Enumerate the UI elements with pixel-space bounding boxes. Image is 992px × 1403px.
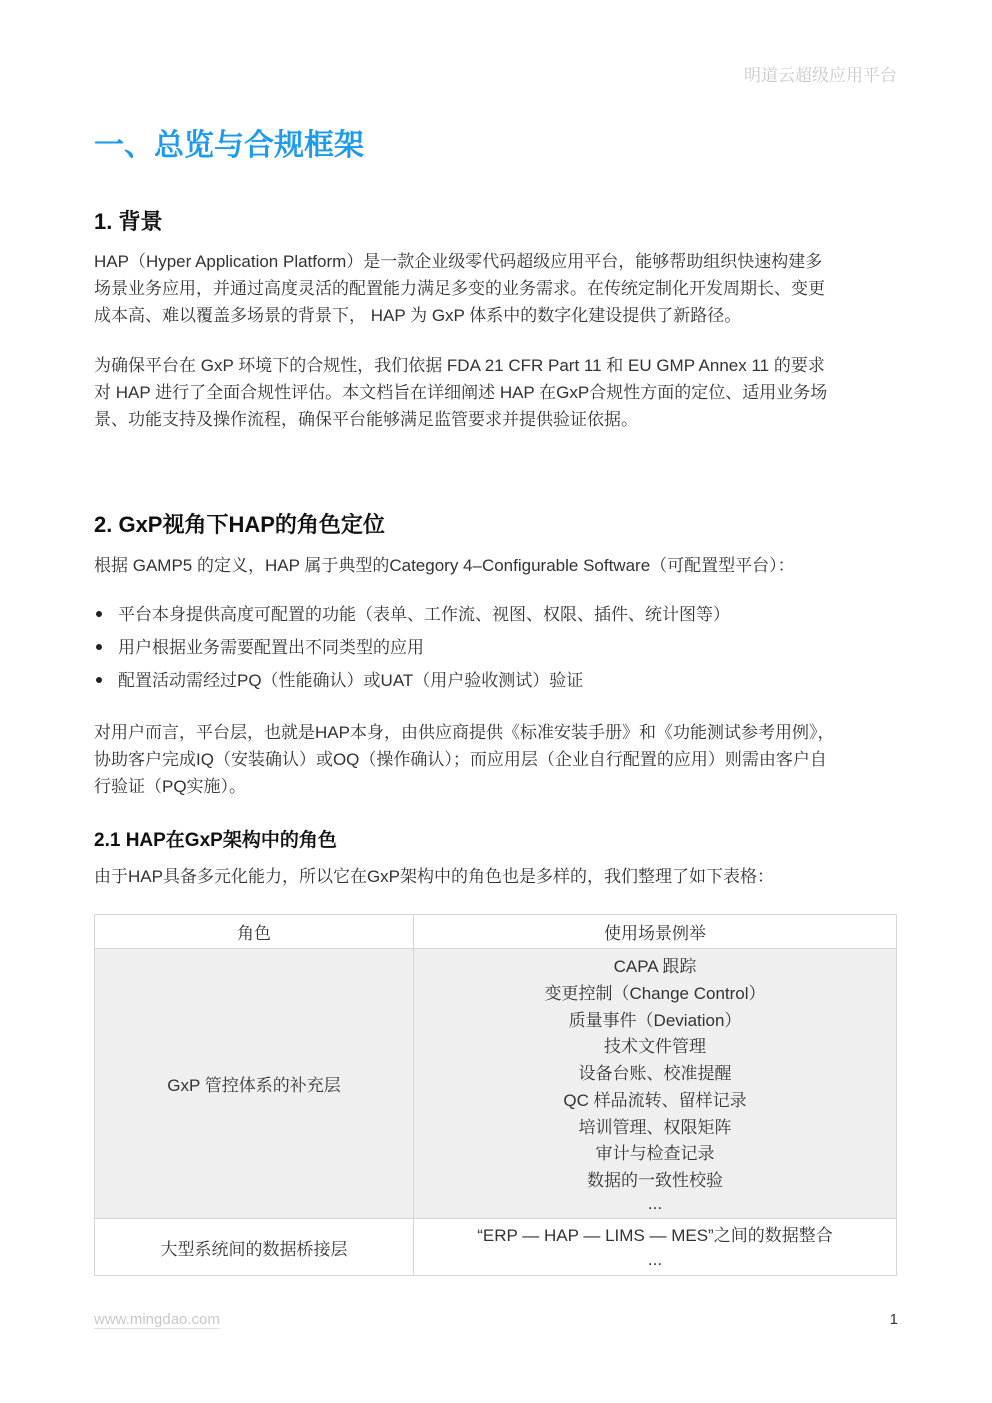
example-item: QC 样品流转、留样记录: [563, 1090, 747, 1110]
text-line: 景、功能支持及操作流程，确保平台能够满足监管要求并提供验证依据。: [94, 410, 638, 429]
role-cell: 大型系统间的数据桥接层: [95, 1219, 414, 1276]
example-item: 变更控制（Change Control）: [544, 983, 766, 1003]
list-item-text: 配置活动需经过PQ（性能确认）或UAT（用户验收测试）验证: [118, 671, 584, 690]
table-header-row: [95, 915, 897, 949]
text-line: 成本高、难以覆盖多场景的背景下， HAP 为 GxP 体系中的数字化建设提供了新路径。: [94, 306, 742, 325]
example-item: “ERP — HAP — LIMS — MES”之间的数据整合: [477, 1225, 833, 1245]
role-table: [94, 914, 897, 1276]
role-paragraph: [94, 719, 904, 800]
list-item-text: 用户根据业务需要配置出不同类型的应用: [118, 638, 424, 657]
page-number: 1: [889, 1311, 898, 1328]
footer-website-link[interactable]: www.mingdao.com: [94, 1311, 220, 1328]
example-item: 数据的一致性校验: [587, 1171, 723, 1191]
example-item: CAPA 跟踪: [613, 956, 697, 976]
text-line: 为确保平台在 GxP 环境下的合规性，我们依据 FDA 21 CFR Part 11 和 EU GMP Annex 11 的要求: [94, 356, 825, 375]
bullet-icon: [96, 644, 102, 650]
header-brand: 明道云超级应用平台: [744, 66, 897, 85]
list-item: [94, 664, 730, 697]
role-intro: 根据 GAMP5 的定义，HAP 属于典型的Category 4–Configurable Software（可配置型平台）：: [94, 556, 795, 575]
role-cell: GxP 管控体系的补充层: [95, 949, 414, 1219]
text-line: 协助客户完成IQ（安装确认）或OQ（操作确认）；而应用层（企业自行配置的应用）则需由客户自: [94, 750, 827, 769]
section-heading-background: 1. 背景: [94, 209, 163, 234]
list-item: [94, 598, 730, 631]
background-paragraph-1: [94, 248, 904, 329]
text-line: 对 HAP 进行了全面合规性评估。本文档旨在详细阐述 HAP 在GxP合规性方面的定位、适用业务场: [94, 383, 828, 402]
example-item: 培训管理、权限矩阵: [578, 1117, 732, 1137]
bullet-icon: [96, 677, 102, 683]
background-paragraph-2: [94, 352, 904, 433]
table-row: [95, 1219, 897, 1276]
example-item: ...: [647, 1250, 663, 1270]
text-line: 行验证（PQ实施）。: [94, 777, 247, 796]
examples-cell: [414, 1219, 897, 1276]
list-item-text: 平台本身提供高度可配置的功能（表单、工作流、视图、权限、插件、统计图等）: [118, 605, 730, 624]
text-line: 场景业务应用，并通过高度灵活的配置能力满足多变的业务需求。在传统定制化开发周期长、变更: [94, 279, 825, 298]
page-title: 一、总览与合规框架: [94, 129, 364, 162]
column-header-role: 角色: [95, 915, 414, 949]
example-item: 质量事件（Deviation）: [568, 1010, 742, 1030]
example-item: ...: [647, 1194, 663, 1214]
bullet-list: [94, 598, 730, 697]
example-item: 设备台账、校准提醒: [578, 1064, 732, 1084]
example-item: 审计与检查记录: [595, 1144, 715, 1164]
examples-cell: [414, 949, 897, 1219]
text-line: HAP（Hyper Application Platform）是一款企业级零代码超级应用平台，能够帮助组织快速构建多: [94, 252, 823, 271]
example-item: 技术文件管理: [604, 1037, 706, 1057]
subsection-heading: 2.1 HAP在GxP架构中的角色: [94, 830, 337, 851]
table-row: [95, 949, 897, 1219]
section-heading-role: 2. GxP视角下HAP的角色定位: [94, 512, 385, 537]
list-item: [94, 631, 730, 664]
subsection-intro: 由于HAP具备多元化能力，所以它在GxP架构中的角色也是多样的，我们整理了如下表格：: [94, 867, 775, 886]
column-header-examples: 使用场景例举: [414, 915, 897, 949]
text-line: 对用户而言，平台层，也就是HAP本身，由供应商提供《标准安装手册》和《功能测试参考用例》，: [94, 723, 835, 742]
bullet-icon: [96, 611, 102, 617]
